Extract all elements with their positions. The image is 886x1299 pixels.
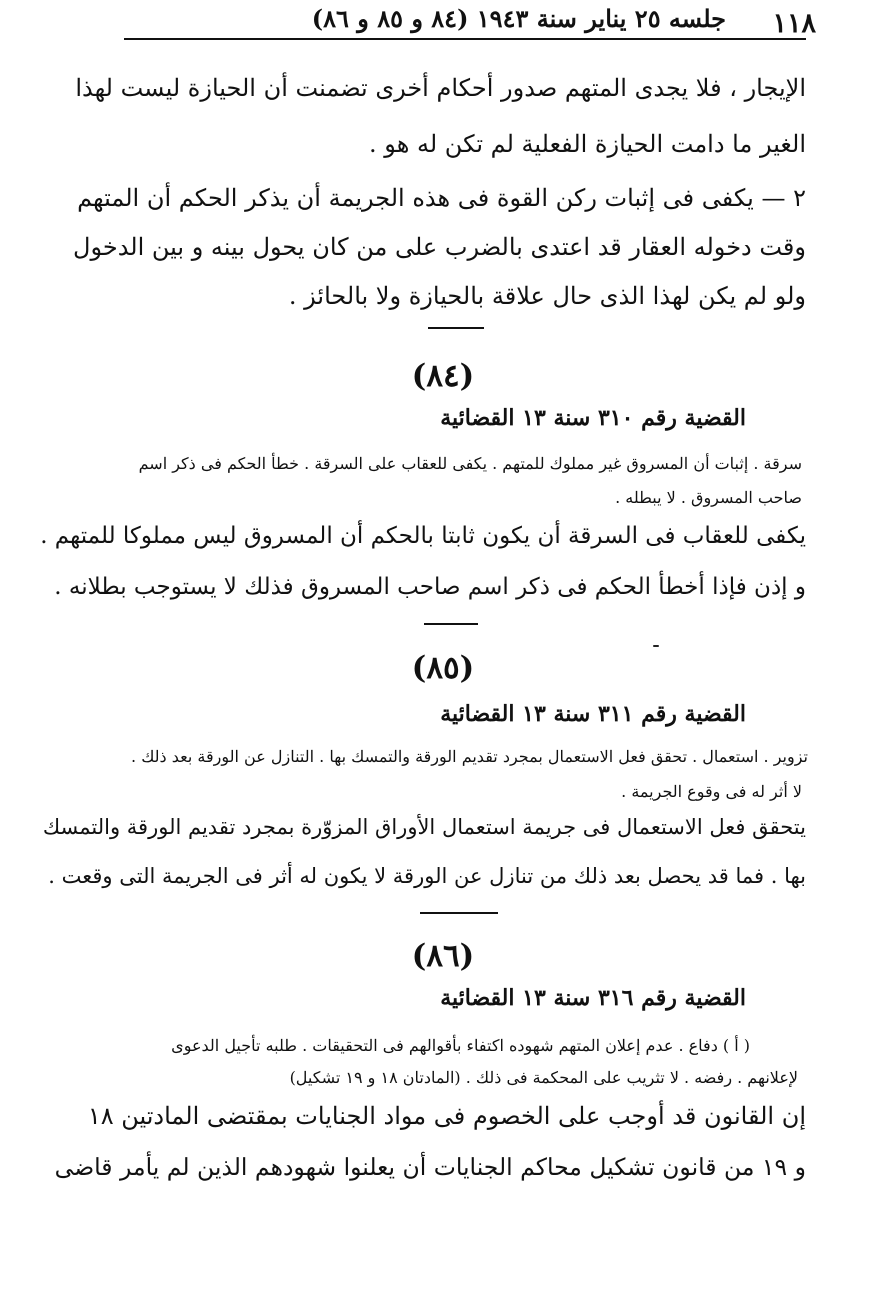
running-header: جلسه ٢٥ يناير سنة ١٩٤٣ (٨٤ و ٨٥ و ٨٦) bbox=[311, 4, 726, 33]
case-summary-84-line-1: سرقة . إثبات أن المسروق غير مملوك للمتهم . يكفى للعقاب على السرقة . خطأ الحكم فى ذكر اسم bbox=[138, 454, 802, 473]
case-number-85: (٨٥) bbox=[411, 650, 475, 686]
intro-line-5: ولو لم يكن لهذا الذى حال علاقة بالحيازة ولا بالحائز . bbox=[288, 282, 806, 310]
intro-line-4: وقت دخوله العقار قد اعتدى بالضرب على من كان يحول بينه و بين الدخول bbox=[73, 233, 806, 261]
page-number: ١١٨ bbox=[772, 8, 816, 39]
case-body-86-line-2: و ١٩ من قانون تشكيل محاكم الجنايات أن يعلنوا شهودهم الذين لم يأمر قاضى bbox=[54, 1153, 806, 1181]
case-summary-84-line-2: صاحب المسروق . لا يبطله . bbox=[615, 488, 802, 507]
case-summary-85-line-1: تزوير . استعمال . تحقق فعل الاستعمال بمجرد تقديم الورقة والتمسك بها . التنازل عن الورقة بعد ذلك . bbox=[131, 747, 808, 766]
intro-line-1: الإيجار ، فلا يجدى المتهم صدور أحكام أخرى تضمنت أن الحيازة ليست لهذا bbox=[75, 74, 806, 102]
case-summary-86-line-1: ( أ ) دفاع . عدم إعلان المتهم شهوده اكتفاء بأقوالهم فى التحقيقات . طلبه تأجيل الدعوى bbox=[171, 1036, 750, 1055]
section-separator bbox=[424, 623, 478, 625]
header-rule bbox=[124, 38, 806, 40]
case-body-85-line-2: بها . فما قد يحصل بعد ذلك من تنازل عن الورقة لا يكون له أثر فى الجريمة التى وقعت . bbox=[48, 864, 806, 888]
intro-line-3: ٢ — يكفى فى إثبات ركن القوة فى هذه الجريمة أن يذكر الحكم أن المتهم bbox=[77, 184, 806, 212]
case-summary-86-line-2: لإعلانهم . رفضه . لا تثريب على المحكمة فى ذلك . (المادتان ١٨ و ١٩ تشكيل) bbox=[289, 1068, 798, 1087]
case-body-86-line-1: إن القانون قد أوجب على الخصوم فى مواد الجنايات بمقتضى المادتين ١٨ bbox=[87, 1102, 806, 1130]
case-body-84-line-1: يكفى للعقاب فى السرقة أن يكون ثابتا بالحكم أن المسروق ليس مملوكا للمتهم . bbox=[40, 523, 806, 549]
case-number-84: (٨٤) bbox=[411, 358, 475, 394]
case-line-84: القضية رقم ٣١٠ سنة ١٣ القضائية bbox=[440, 405, 746, 431]
intro-line-2: الغير ما دامت الحيازة الفعلية لم تكن له هو . bbox=[369, 130, 806, 158]
ink-mark bbox=[653, 645, 659, 647]
case-body-84-line-2: و إذن فإذا أخطأ الحكم فى ذكر اسم صاحب المسروق فذلك لا يستوجب بطلانه . bbox=[54, 574, 806, 600]
case-line-85: القضية رقم ٣١١ سنة ١٣ القضائية bbox=[440, 701, 746, 727]
case-body-85-line-1: يتحقق فعل الاستعمال فى جريمة استعمال الأوراق المزوّرة بمجرد تقديم الورقة والتمسك bbox=[42, 815, 806, 839]
section-separator bbox=[428, 327, 484, 329]
case-summary-85-line-2: لا أثر له فى وقوع الجريمة . bbox=[621, 782, 802, 801]
case-number-86: (٨٦) bbox=[411, 938, 475, 974]
case-line-86: القضية رقم ٣١٦ سنة ١٣ القضائية bbox=[440, 985, 746, 1011]
section-separator bbox=[420, 912, 498, 914]
